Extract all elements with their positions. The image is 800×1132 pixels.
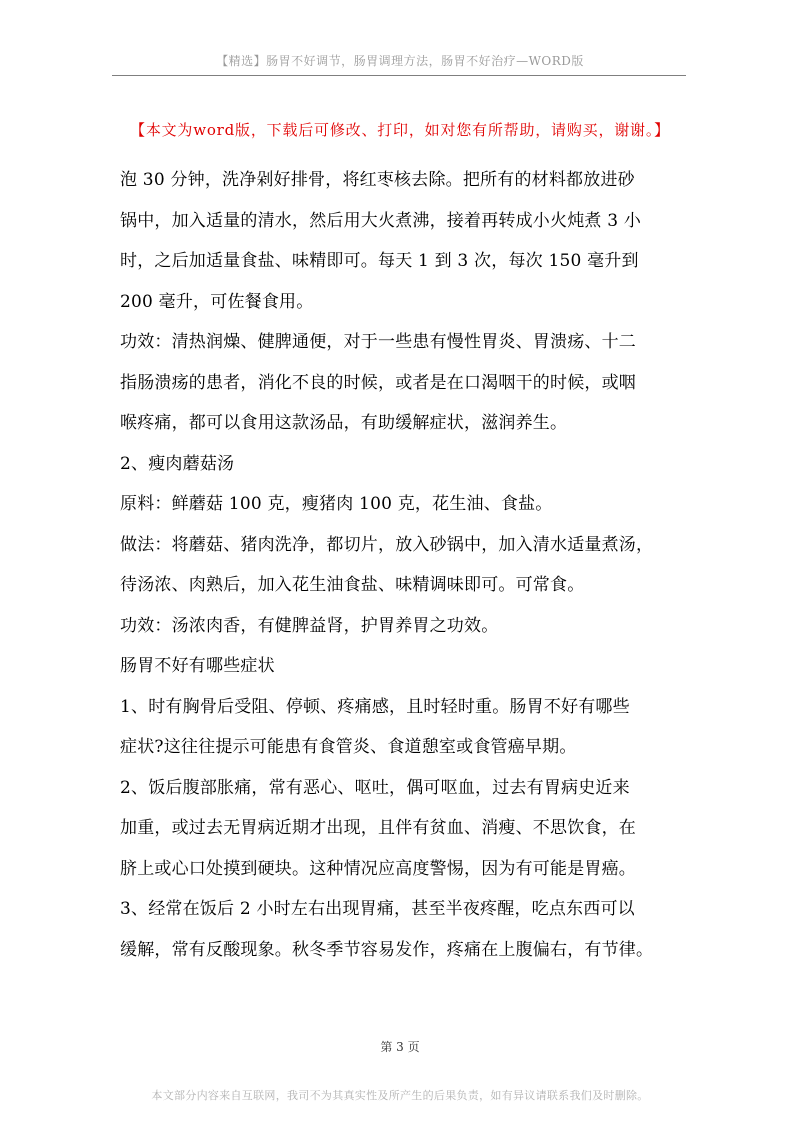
- page-header-title: 【精选】肠胃不好调节，肠胃调理方法，肠胃不好治疗—WORD版: [216, 54, 584, 68]
- body-line: 2、饭后腹部胀痛，常有恶心、呕吐，偶可呕血，过去有胃病史近来: [120, 777, 630, 798]
- body-line: 症状?这往往提示可能患有食管炎、食道憩室或食管癌早期。: [120, 737, 577, 757]
- body-line: 做法：将蘑菇、猪肉洗净，都切片，放入砂锅中，加入清水适量煮汤，: [120, 534, 654, 555]
- page-number: 第 3 页: [380, 1040, 420, 1054]
- body-line: 功效：清热润燥、健脾通便，对于一些患有慢性胃炎、胃溃疡、十二: [120, 332, 636, 352]
- body-line: 1、时有胸骨后受阻、停顿、疼痛感，且时轻时重。肠胃不好有哪些: [120, 696, 630, 717]
- section-heading: 2、瘦肉蘑菇汤: [120, 453, 235, 474]
- body-line: 时，之后加适量食盐、味精即可。每天 1 到 3 次，每次 150 毫升到: [120, 251, 639, 271]
- body-line: 功效：汤浓肉香，有健脾益肾，护胃养胃之功效。: [120, 615, 499, 636]
- body-line: 喉疼痛，都可以食用这款汤品，有助缓解症状，滋润养生。: [120, 413, 568, 433]
- body-line: 缓解，常有反酸现象。秋冬季节容易发作，疼痛在上腹偏右，有节律。: [120, 939, 654, 960]
- footer-disclaimer: 本文部分内容来自互联网，我司不为其真实性及所产生的后果负责，如有异议请联系我们及时删除。: [151, 1089, 649, 1102]
- header-divider: [112, 75, 686, 76]
- body-line: 指肠溃疡的患者，消化不良的时候，或者是在口渴咽干的时候，或咽: [120, 372, 636, 393]
- body-line: 脐上或心口处摸到硬块。这种情况应高度警惕，因为有可能是胃癌。: [120, 858, 636, 879]
- body-line: 加重，或过去无胃病近期才出现，且伴有贫血、消瘦、不思饮食，在: [120, 818, 636, 838]
- document-body: [120, 160, 690, 970]
- body-line: 泡 30 分钟，洗净剁好排骨，将红枣核去除。把所有的材料都放进砂: [120, 170, 635, 190]
- body-line: 原料：鲜蘑菇 100 克，瘦猪肉 100 克，花生油、食盐。: [120, 494, 553, 514]
- body-line: 3、经常在饭后 2 小时左右出现胃痛，甚至半夜疼醒，吃点东西可以: [120, 899, 635, 919]
- body-line: 待汤浓、肉熟后，加入花生油食盐、味精调味即可。可常食。: [120, 575, 585, 595]
- body-line: 200 毫升，可佐餐食用。: [120, 291, 314, 312]
- body-line: 锅中，加入适量的清水，然后用大火煮沸，接着再转成小火炖煮 3 小: [120, 210, 642, 231]
- download-notice: 【本文为word版，下载后可修改、打印，如对您有所帮助，请购买，谢谢。】: [130, 121, 670, 139]
- section-heading: 肠胃不好有哪些症状: [120, 656, 275, 676]
